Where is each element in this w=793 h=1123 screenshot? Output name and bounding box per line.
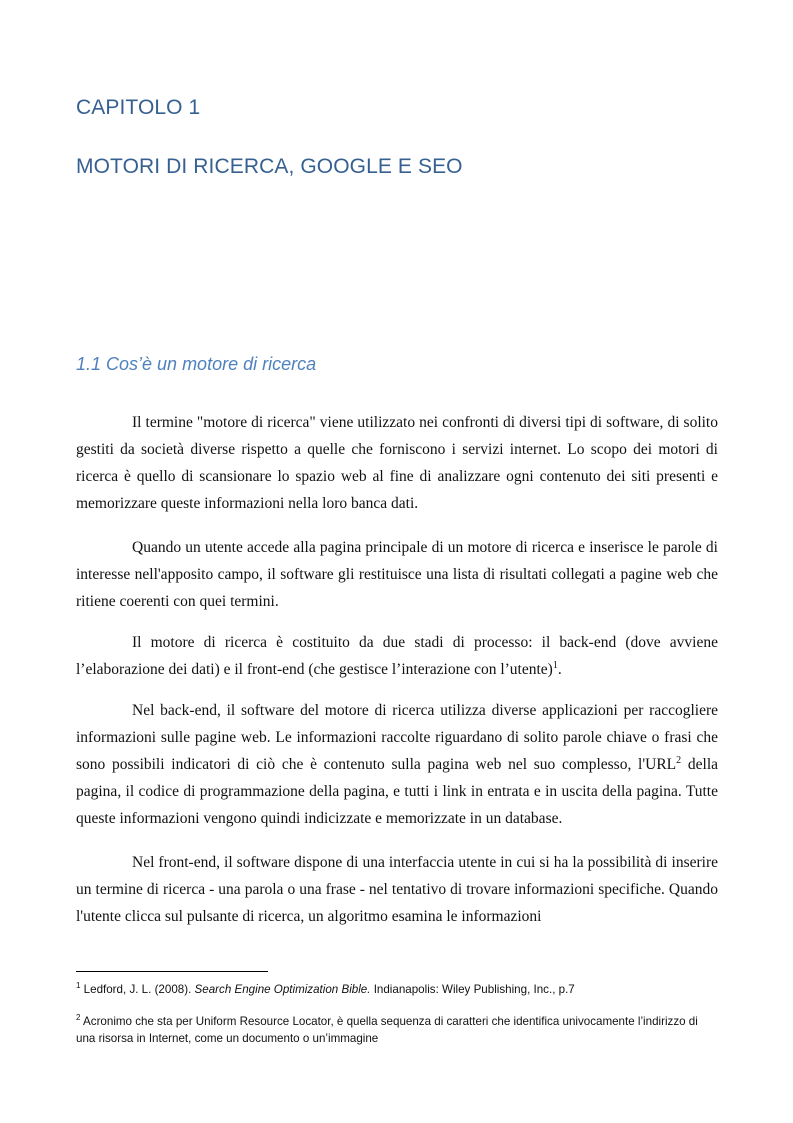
footnote-number: 2 [76,1013,81,1023]
paragraph-definition: Il termine "motore di ricerca" viene utilizzato nei confronti di diversi tipi di software, di solito gestiti da società diverse rispetto a quelle che forniscono i servizi internet. Lo scopo dei motori di ricerca è quello di scansionare lo spazio web al fine di analizzare ogni contenuto dei siti presenti e memorizzare queste informazioni nella loro banca dati. [76,414,718,512]
section-heading: 1.1 Cos’è un motore di ricerca [76,354,317,374]
footnote-ref-2: 2 [676,754,682,766]
paragraph-text: Il motore di ricerca è costituito da due stadi di processo: il back-end (dove avviene l’elaborazione dei dati) e il front-end (che gestisce l’interazione con l’utente) [76,634,718,678]
paragraph-text: Nel back-end, il software del motore di ricerca utilizza diverse applicazioni per raccogliere informazioni sulle pagine web. Le informazioni raccolte riguardano di solito parole chiave o frasi che sono possibili indicatori di ciò che è contenuto sulla pagina web nel suo complesso, l'URL [76,702,718,773]
footnote-text-continued: Indianapolis: Wiley Publishing, Inc., p.7 [370,983,575,996]
paragraph-front-end: Nel front-end, il software dispone di una interfaccia utente in cui si ha la possibilità di inserire un termine di ricerca - una parola o una frase - nel tentativo di trovare informazioni specifiche. Quando l'utente clicca sul pulsante di ricerca, un algoritmo esamina le informazioni [76,854,718,925]
chapter-title: MOTORI DI RICERCA, GOOGLE E SEO [76,155,463,178]
footnote-number: 1 [76,981,81,991]
footnote-separator [76,971,268,972]
footnote-2 [76,1013,716,1047]
paragraph-back-end [76,697,718,832]
paragraph-process-stages [76,629,718,683]
paragraph-user-query: Quando un utente accede alla pagina principale di un motore di ricerca e inserisce le parole di interesse nell'apposito campo, il software gli restituisce una lista di risultati collegati a pagine web che ritiene coerenti con quei termini. [76,539,718,610]
footnote-book-title: Search Engine Optimization Bible. [194,983,371,996]
footnote-text: Acronimo che sta per Uniform Resource Locator, è quella sequenza di caratteri che identifica univocamente l’indirizzo di una risorsa in Internet, come un documento o un’immagine [76,1015,698,1045]
footnote-text: Ledford, J. L. (2008). [80,983,195,996]
paragraph-text-end: . [557,661,562,678]
paragraph-text-continued: della pagina, il codice di programmazione della pagina, e tutti i link in entrata e in uscita della pagina. Tutte queste informazioni vengono quindi indicizzate e memorizzate in un database. [76,756,719,827]
footnote-ref-1: 1 [552,659,558,671]
footnote-1 [76,981,716,998]
chapter-label: CAPITOLO 1 [76,96,201,119]
